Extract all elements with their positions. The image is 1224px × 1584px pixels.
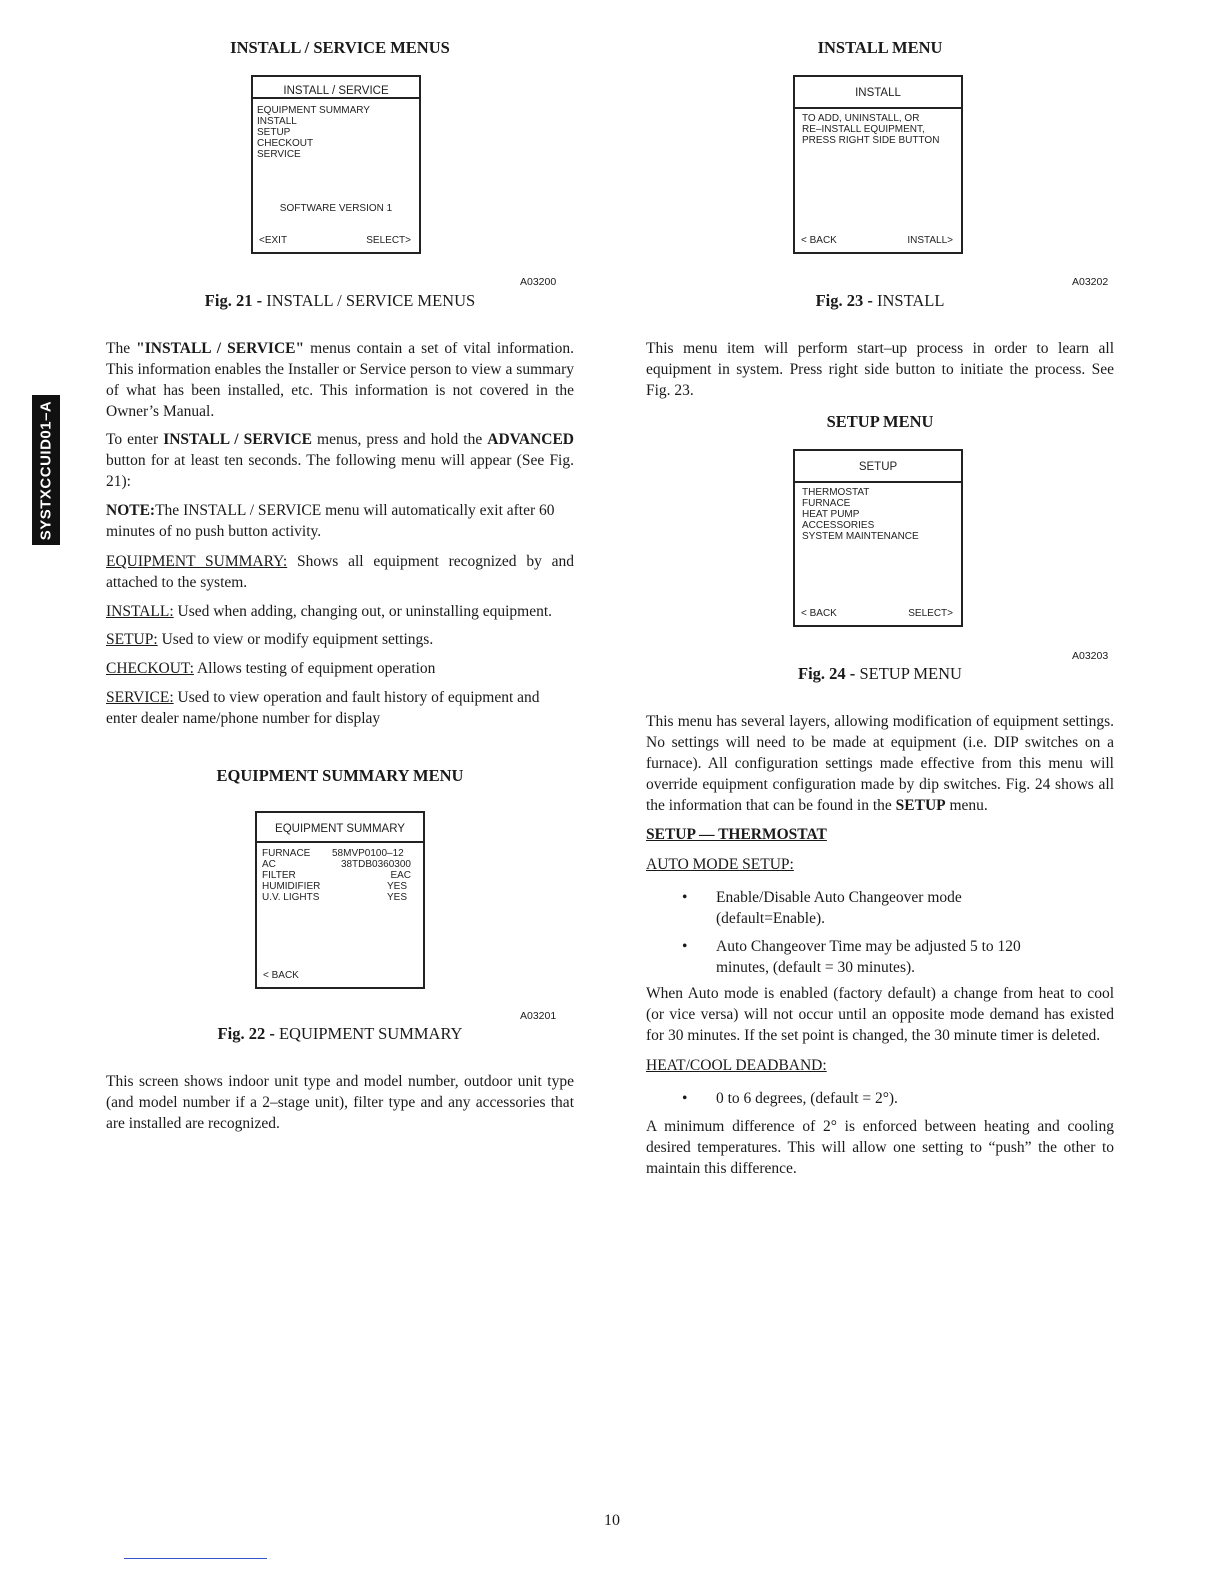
- fig23-caption: [646, 291, 1114, 311]
- def-term: SERVICE:: [106, 689, 174, 706]
- footer-rule: [124, 1558, 267, 1559]
- fig24-code: A03203: [1072, 650, 1109, 662]
- fig22-code: A03201: [520, 1010, 557, 1022]
- def-checkout: [106, 658, 574, 679]
- fig21-exit-label: <EXIT: [259, 235, 288, 246]
- fig21-menu-item: INSTALL: [257, 116, 297, 127]
- fig23-install-label: INSTALL>: [907, 235, 953, 246]
- fig22-row: [262, 881, 411, 892]
- fig24-menu-item: FURNACE: [802, 498, 851, 509]
- bullet-text: 0 to 6 degrees, (default = 2°).: [716, 1090, 898, 1107]
- fig24-back-label: < BACK: [801, 608, 837, 619]
- bullet-item: [646, 936, 1114, 978]
- fig23-caption-number: Fig. 23 -: [815, 291, 877, 310]
- def-text: Used to view operation and fault history of equipment and enter dealer name/phone number for display: [106, 689, 540, 727]
- fig22-row: [262, 848, 411, 859]
- fig21-menu-item: SETUP: [257, 127, 291, 138]
- fig24-menu-item: ACCESSORIES: [802, 520, 875, 531]
- deadband-heading: HEAT/COOL DEADBAND:: [646, 1057, 827, 1074]
- install-menu-section-title: INSTALL MENU: [817, 38, 943, 57]
- fig22-row-key: AC: [262, 859, 276, 870]
- note-label: NOTE:: [106, 502, 156, 519]
- fig23-line: RE–INSTALL EQUIPMENT,: [802, 124, 925, 135]
- install-service-section-title: INSTALL / SERVICE MENUS: [230, 38, 450, 57]
- fig22-row-value: 58MVP0100–12: [332, 848, 404, 859]
- fig24-screen: [793, 449, 963, 627]
- note-paragraph: [106, 500, 574, 542]
- def-text: Used when adding, changing out, or uninstalling equipment.: [173, 603, 553, 620]
- def-text: Used to view or modify equipment settings.: [157, 631, 434, 648]
- fig22-summary-list: [257, 843, 423, 903]
- intro-text-bold: "INSTALL / SERVICE": [136, 340, 305, 357]
- fig21-caption: [106, 291, 574, 311]
- setup-paragraph: [646, 711, 1114, 816]
- bullet-icon: •: [682, 938, 688, 955]
- fig21-select-label: SELECT>: [366, 235, 411, 246]
- fig22-caption-text: EQUIPMENT SUMMARY: [278, 1024, 463, 1043]
- right-body: [646, 711, 1114, 1179]
- def-term: EQUIPMENT SUMMARY:: [106, 553, 288, 570]
- fig23-code: A03202: [1072, 276, 1109, 288]
- equipment-summary-section-title: EQUIPMENT SUMMARY MENU: [216, 766, 464, 785]
- fig24-menu-item: HEAT PUMP: [802, 509, 860, 520]
- fig24-menu-list: [795, 483, 961, 542]
- enter-text-c: menus, press and hold the: [311, 431, 488, 448]
- fig21-menu-list: [253, 99, 419, 160]
- auto-mode-heading: AUTO MODE SETUP:: [646, 856, 794, 873]
- fig22-row: [262, 870, 411, 881]
- fig21-caption-number: Fig. 21 -: [204, 291, 267, 310]
- setup-text-bold: SETUP: [895, 797, 946, 814]
- fig22-back-label: < BACK: [263, 970, 299, 981]
- def-service: [106, 687, 574, 729]
- fig24-screen-footer: [801, 608, 953, 619]
- fig22-caption-number: Fig. 22 -: [217, 1024, 279, 1043]
- deadband-paragraph: A minimum difference of 2° is enforced between heating and cooling desired temperatures. This will allow one setting to “push” the other to maintain this difference.: [646, 1118, 1114, 1177]
- def-text: Allows testing of equipment operation: [193, 660, 436, 677]
- fig23-line: TO ADD, UNINSTALL, OR: [802, 113, 920, 124]
- left-body: [106, 338, 574, 729]
- fig24-menu-item: THERMOSTAT: [802, 487, 870, 498]
- fig22-row-value: YES: [386, 881, 407, 892]
- page-number: 10: [604, 1512, 620, 1529]
- side-tab-label: SYSTXCCUID01–A: [37, 400, 55, 540]
- bullet-icon: •: [682, 1090, 688, 1107]
- fig24-menu-item: SYSTEM MAINTENANCE: [802, 531, 919, 542]
- fig22-row-key: FILTER: [262, 870, 296, 881]
- fig21-screen-footer: [259, 235, 411, 246]
- fig24-caption-number: Fig. 24 -: [798, 664, 860, 683]
- fig21-menu-item: EQUIPMENT SUMMARY: [257, 105, 370, 116]
- bullet-text: Auto Changeover Time may be adjusted 5 to 120 minutes, (default = 30 minutes).: [716, 938, 1021, 976]
- setup-menu-section-title: SETUP MENU: [826, 412, 934, 431]
- fig24-select-label: SELECT>: [908, 608, 953, 619]
- enter-paragraph: [106, 429, 574, 492]
- def-text: Shows all equipment recognized by and attached to the system.: [106, 553, 574, 591]
- fig23-instructions: [795, 109, 961, 146]
- enter-text-bold2: ADVANCED: [487, 431, 574, 448]
- fig23-screen-footer: [801, 235, 953, 246]
- fig22-row: [262, 859, 411, 870]
- fig22-row-value: YES: [386, 892, 407, 903]
- fig21-menu-item: SERVICE: [257, 149, 301, 160]
- fig21-screen: [251, 75, 421, 254]
- enter-text-e: button for at least ten seconds. The following menu will appear (See Fig. 21):: [106, 452, 574, 490]
- intro-paragraph: [106, 338, 574, 422]
- def-equipment-summary: [106, 551, 574, 593]
- bullet-item: [646, 1088, 1114, 1109]
- fig21-screen-title: INSTALL / SERVICE: [253, 77, 419, 99]
- def-term: CHECKOUT:: [106, 660, 194, 677]
- fig23-screen-title: INSTALL: [795, 77, 961, 109]
- fig22-row-key: U.V. LIGHTS: [262, 892, 320, 903]
- fig23-caption-text: INSTALL: [877, 291, 945, 310]
- fig22-caption: [106, 1024, 574, 1044]
- fig23-back-label: < BACK: [801, 235, 837, 246]
- enter-text-bold1: INSTALL / SERVICE: [163, 431, 312, 448]
- fig22-row-value: 38TDB0360300: [340, 859, 411, 870]
- def-install: [106, 601, 574, 622]
- fig23-screen: [793, 75, 963, 254]
- fig22-screen-footer: [263, 970, 415, 981]
- equipment-summary-paragraph: This screen shows indoor unit type and model number, outdoor unit type (and model number if a 2–stage unit), filter type and any accessories that are installed are recognized.: [106, 1073, 574, 1132]
- setup-thermostat-heading: SETUP — THERMOSTAT: [646, 826, 827, 843]
- bullet-text: Enable/Disable Auto Changeover mode (default=Enable).: [716, 889, 962, 927]
- fig21-menu-item: CHECKOUT: [257, 138, 314, 149]
- enter-text-a: To enter: [106, 431, 164, 448]
- fig21-caption-text: INSTALL / SERVICE MENUS: [266, 291, 476, 310]
- def-setup: [106, 629, 574, 650]
- fig22-screen-title: EQUIPMENT SUMMARY: [257, 813, 423, 843]
- fig23-line: PRESS RIGHT SIDE BUTTON: [802, 135, 940, 146]
- side-tab: [32, 395, 60, 545]
- fig24-screen-title: SETUP: [795, 451, 961, 483]
- fig24-caption-text: SETUP MENU: [859, 664, 962, 683]
- def-term: INSTALL:: [106, 603, 174, 620]
- auto-mode-paragraph: When Auto mode is enabled (factory default) a change from heat to cool (or vice versa) will not occur until an opposite mode demand has existed for 30 minutes. If the set point is changed, the 30 minute timer is deleted.: [646, 985, 1114, 1044]
- fig21-code: A03200: [520, 276, 557, 288]
- fig24-caption: [646, 664, 1114, 684]
- fig22-screen: [255, 811, 425, 989]
- install-paragraph: This menu item will perform start–up process in order to learn all equipment in system. Press right side button to initiate the process. See Fig. 23.: [646, 340, 1114, 399]
- fig22-row: [262, 892, 411, 903]
- fig22-row-key: FURNACE: [262, 848, 311, 859]
- fig22-row-value: EAC: [390, 870, 411, 881]
- fig21-software-version: SOFTWARE VERSION 1: [279, 203, 393, 214]
- intro-text-a: The: [106, 340, 137, 357]
- note-text: The INSTALL / SERVICE menu will automatically exit after 60 minutes of no push button activity.: [106, 502, 555, 540]
- intro-text-c: menus contain a set of vital information. This information enables the Installer or Service person to view a summary of what has been installed, etc. This information is not covered in the Owner’s Manual.: [106, 340, 574, 420]
- bullet-item: [646, 887, 1114, 929]
- fig22-row-key: HUMIDIFIER: [262, 881, 321, 892]
- bullet-icon: •: [682, 889, 688, 906]
- setup-text-a: This menu has several layers, allowing modification of equipment settings. No settings will need to be made at equipment (i.e. DIP switches on a furnace). All configuration settings made effective from this menu will override equipment configuration made by dip switches. Fig. 24 shows all the information that can be found in the: [646, 713, 1114, 814]
- def-term: SETUP:: [106, 631, 158, 648]
- setup-text-c: menu.: [945, 797, 988, 814]
